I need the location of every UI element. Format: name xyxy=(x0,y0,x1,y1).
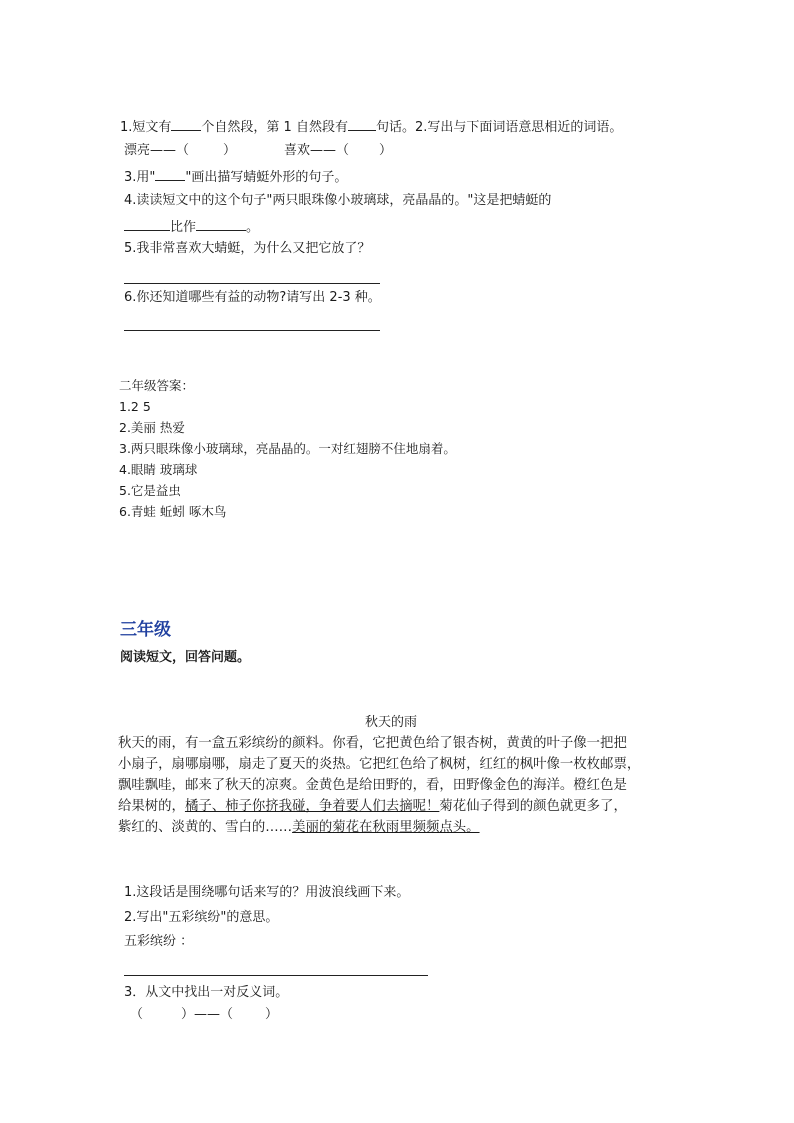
synonym-pairs-line xyxy=(124,142,392,160)
answer-item: 6.青蛙 蚯蚓 啄木鸟 xyxy=(119,504,227,519)
synonym-right-label: 喜欢——（ xyxy=(284,143,350,158)
grade-3-question-1: 1.这段话是围绕哪句话来写的？用波浪线画下来。 xyxy=(124,885,410,900)
answer-line-q6[interactable] xyxy=(124,330,380,331)
answer-item: 4.眼睛 玻璃球 xyxy=(119,462,198,477)
underlined-sentence: 美丽的菊花在秋雨里频频点头。 xyxy=(292,820,480,835)
answer-item: 1.2 5 xyxy=(119,399,151,414)
passage-text: 菊花仙子得到的颜色就更多了， xyxy=(439,799,627,814)
synonym-left-close: ） xyxy=(223,143,237,158)
question-4-line-2 xyxy=(124,218,259,237)
question-1-part-c: 句话。2.写出与下面词语意思相近的词语。 xyxy=(375,120,623,135)
grade-3-question-2: 2.写出"五彩缤纷"的意思。 xyxy=(124,910,279,925)
question-4-line-1 xyxy=(124,192,551,210)
passage-line xyxy=(118,817,480,838)
answer-item: 2.美丽 热爱 xyxy=(119,420,185,435)
synonym-right-close: ） xyxy=(379,143,393,158)
question-6-line xyxy=(124,289,381,307)
question-3-part-a: 3.用" xyxy=(124,170,156,185)
question-4-text: 4.读读短文中的这个句子"两只眼珠像小玻璃球，亮晶晶的。"这是把蜻蜓的 xyxy=(124,193,552,208)
answer-item: 5.它是益虫 xyxy=(119,483,181,498)
passage-line: 飘哇飘哇，邮来了秋天的凉爽。金黄色是给田野的，看，田野像金色的海洋。橙红色是 xyxy=(118,778,627,793)
question-3-part-b: "画出描写蜻蜓外形的句子。 xyxy=(185,170,348,185)
question-5-text: 5.我非常喜欢大蜻蜓，为什么又把它放了？ xyxy=(124,241,371,256)
question-1-line xyxy=(120,118,622,137)
passage-line: 小扇子，扇哪扇哪，扇走了夏天的炎热。它把红色给了枫树，红红的枫叶像一枚枚邮票， xyxy=(118,757,641,772)
passage-text: 给果树的， xyxy=(118,799,185,814)
answers-title: 二年级答案： xyxy=(119,378,195,393)
passage-text: 紫红的、淡黄的、雪白的…… xyxy=(118,820,293,835)
answer-line-q5[interactable] xyxy=(124,283,380,284)
answer-blank[interactable] xyxy=(196,218,246,231)
answer-line-q2[interactable] xyxy=(124,975,428,976)
passage-line: 秋天的雨，有一盒五彩缤纷的颜料。你看，它把黄色给了银杏树，黄黄的叶子像一把把 xyxy=(118,736,627,751)
question-4-mid: 比作 xyxy=(170,220,197,235)
answer-blank[interactable] xyxy=(171,118,201,131)
answer-blank[interactable] xyxy=(124,218,170,231)
question-5-line xyxy=(124,240,370,258)
antonym-pair-line xyxy=(130,1006,278,1024)
answer-item: 3.两只眼珠像小玻璃球，亮晶晶的。一对红翅膀不住地扇着。 xyxy=(119,441,456,456)
grade-3-question-2-label: 五彩缤纷 ： xyxy=(124,934,194,949)
question-1-part-a: 1.短文有 xyxy=(120,120,172,135)
antonym-open: （ xyxy=(130,1007,144,1022)
question-1-part-b: 个自然段，第 1 自然段有 xyxy=(201,120,348,135)
antonym-close: ） xyxy=(265,1007,279,1022)
antonym-mid: ）——（ xyxy=(181,1007,234,1022)
underlined-sentence: 橘子、柿子你挤我碰，争着要人们去摘呢！ xyxy=(184,799,440,814)
question-3-line xyxy=(124,168,347,187)
synonym-left-label: 漂亮——（ xyxy=(124,143,190,158)
passage-line xyxy=(118,796,627,817)
answer-blank[interactable] xyxy=(348,118,376,131)
grade-3-instruction: 阅读短文，回答问题。 xyxy=(120,650,251,665)
grade-3-heading: 三年级 xyxy=(120,620,171,640)
grade-3-question-3: 3．从文中找出一对反义词。 xyxy=(124,985,289,1000)
answer-blank[interactable] xyxy=(155,168,185,181)
passage-title: 秋天的雨 xyxy=(365,715,418,730)
question-6-text: 6.你还知道哪些有益的动物?请写出 2-3 种。 xyxy=(124,290,381,305)
question-4-end: 。 xyxy=(246,220,260,235)
